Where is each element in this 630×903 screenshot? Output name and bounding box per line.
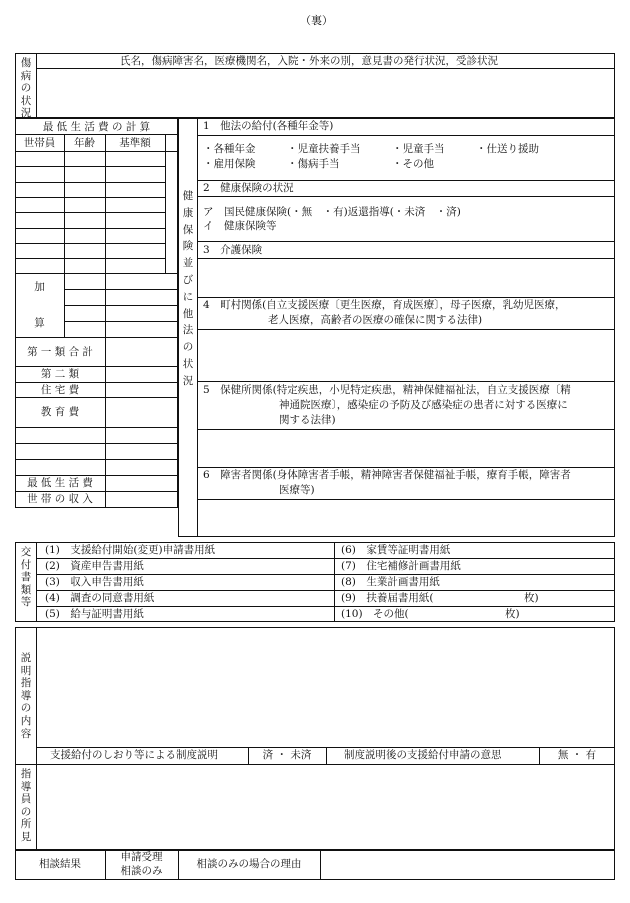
household-income-label: 世 帯 の 収 入 — [27, 493, 93, 505]
form-1: (1) 支援給付開始(変更)申請書用紙 — [45, 544, 216, 556]
s5-title-line1: 5 保健所関係(特定疾患，小児特定疾患，精神保健福祉法，自立支援医療〔精 — [203, 384, 571, 396]
s3-field[interactable] — [198, 259, 614, 296]
form-7: (7) 住宅補修計画書用紙 — [341, 560, 461, 572]
health-side-label: 健 康 保 険 並 び に 他 法 の 状 況 — [182, 190, 194, 387]
s6-field[interactable] — [198, 500, 614, 536]
s1-item-remittance: ・仕送り援助 — [476, 143, 539, 155]
addition-label-bottom: 算 — [34, 317, 45, 329]
s1-item-employment: ・雇用保険 — [203, 158, 256, 170]
s6-title-line1: 6 障害者関係(身体障害者手帳，精神障害者保健福祉手帳，療育手帳，障害者 — [203, 469, 571, 481]
s6-title-line2: 医療等) — [279, 484, 315, 496]
injury-header: 氏名，傷病障害名，医療機関名，入院・外来の別，意見書の発行状況，受診状況 — [120, 55, 498, 67]
category2-label: 第 二 類 — [40, 368, 80, 380]
col-standard: 基準額 — [119, 137, 151, 149]
s4-field[interactable] — [198, 330, 614, 380]
form-9: (9) 扶養届書用紙( — [341, 592, 434, 604]
opinion-field[interactable] — [37, 765, 614, 849]
s2-title: 2 健康保険の状況 — [203, 182, 294, 194]
documents-side-label: 交 付 書 類 等 — [20, 546, 32, 609]
explanation-field[interactable] — [37, 628, 614, 746]
housing-label: 住 宅 費 — [40, 384, 80, 396]
education-label: 教 育 費 — [40, 406, 80, 418]
s1-item-sickness: ・傷病手当 — [287, 158, 340, 170]
s4-title-line2: 老人医療，高齢者の医療の確保に関する法律) — [268, 314, 483, 326]
living-cost-title: 最 低 生 活 費 の 計 算 — [42, 121, 151, 133]
total-amount-cells[interactable] — [106, 338, 177, 507]
consultation-result-label: 相談結果 — [39, 858, 81, 870]
s1-item-child-allowance: ・児童手当 — [392, 143, 445, 155]
addition-amount-cells[interactable] — [106, 274, 177, 336]
s1-title: 1 他法の給付(各種年金等) — [203, 120, 334, 132]
addition-label-top: 加 — [34, 281, 45, 293]
form-10: (10) その他( — [341, 608, 409, 620]
system-explanation-label: 支援給付のしおり等による制度説明 — [50, 749, 218, 761]
explanation-done-status[interactable]: 済 ・ 未済 — [262, 749, 312, 761]
minimum-cost-label: 最 低 生 活 費 — [27, 477, 93, 489]
s5-title-line3: 関する法律) — [279, 414, 336, 426]
col-age: 年齢 — [74, 137, 95, 149]
page-title: （裏） — [300, 14, 333, 27]
s1-item-pension: ・各種年金 — [203, 143, 256, 155]
injury-side-label: 傷 病 の 状 況 — [20, 57, 32, 120]
s5-title-line2: 神通院医療〕，感染症の予防及び感染症の患者に対する医療に — [279, 399, 568, 411]
s2-line2: イ 健康保険等 — [203, 220, 277, 232]
s4-title-line1: 4 町村関係(自立支援医療〔更生医療，育成医療〕，母子医療，乳幼児医療， — [203, 299, 566, 311]
form-4: (4) 調査の同意書用紙 — [45, 592, 155, 604]
col-household: 世帯員 — [23, 137, 56, 149]
injury-details-field[interactable] — [37, 69, 614, 117]
consultation-option-accepted[interactable]: 申請受理 — [120, 851, 163, 863]
form-2: (2) 資産申告書用紙 — [45, 560, 144, 572]
consultation-option-only[interactable]: 相談のみ — [120, 865, 163, 877]
s5-field[interactable] — [198, 430, 614, 466]
application-intention-options[interactable]: 無 ・ 有 — [557, 749, 597, 761]
s3-title: 3 介護保険 — [203, 244, 263, 256]
age-cells[interactable] — [65, 152, 105, 272]
application-intention-label: 制度説明後の支援給付申請の意思 — [344, 749, 502, 761]
category1-total-label: 第 一 類 合 計 — [27, 346, 93, 358]
household-member-cells[interactable] — [16, 152, 64, 272]
form-5: (5) 給与証明書用紙 — [45, 608, 144, 620]
opinion-side-label: 指 導 員 の 所 見 — [20, 768, 32, 843]
explanation-side-label: 説 明 指 導 の 内 容 — [20, 652, 32, 740]
consultation-reason-field[interactable] — [321, 851, 614, 879]
s1-item-other: ・その他 — [392, 158, 434, 170]
form-6: (6) 家賃等証明書用紙 — [341, 544, 451, 556]
consultation-reason-label: 相談のみの場合の理由 — [196, 858, 302, 870]
form-10-count-unit: 枚) — [505, 608, 520, 620]
s1-item-child-rearing: ・児童扶養手当 — [287, 143, 361, 155]
form-8: (8) 生業計画書用紙 — [341, 576, 440, 588]
form-3: (3) 収入申告書用紙 — [45, 576, 144, 588]
s2-line1: ア 国民健康保険(・無 ・有)返還指導(・未済 ・済) — [203, 206, 461, 218]
standard-amount-cells[interactable] — [106, 152, 165, 272]
form-9-count-unit: 枚) — [524, 592, 539, 604]
